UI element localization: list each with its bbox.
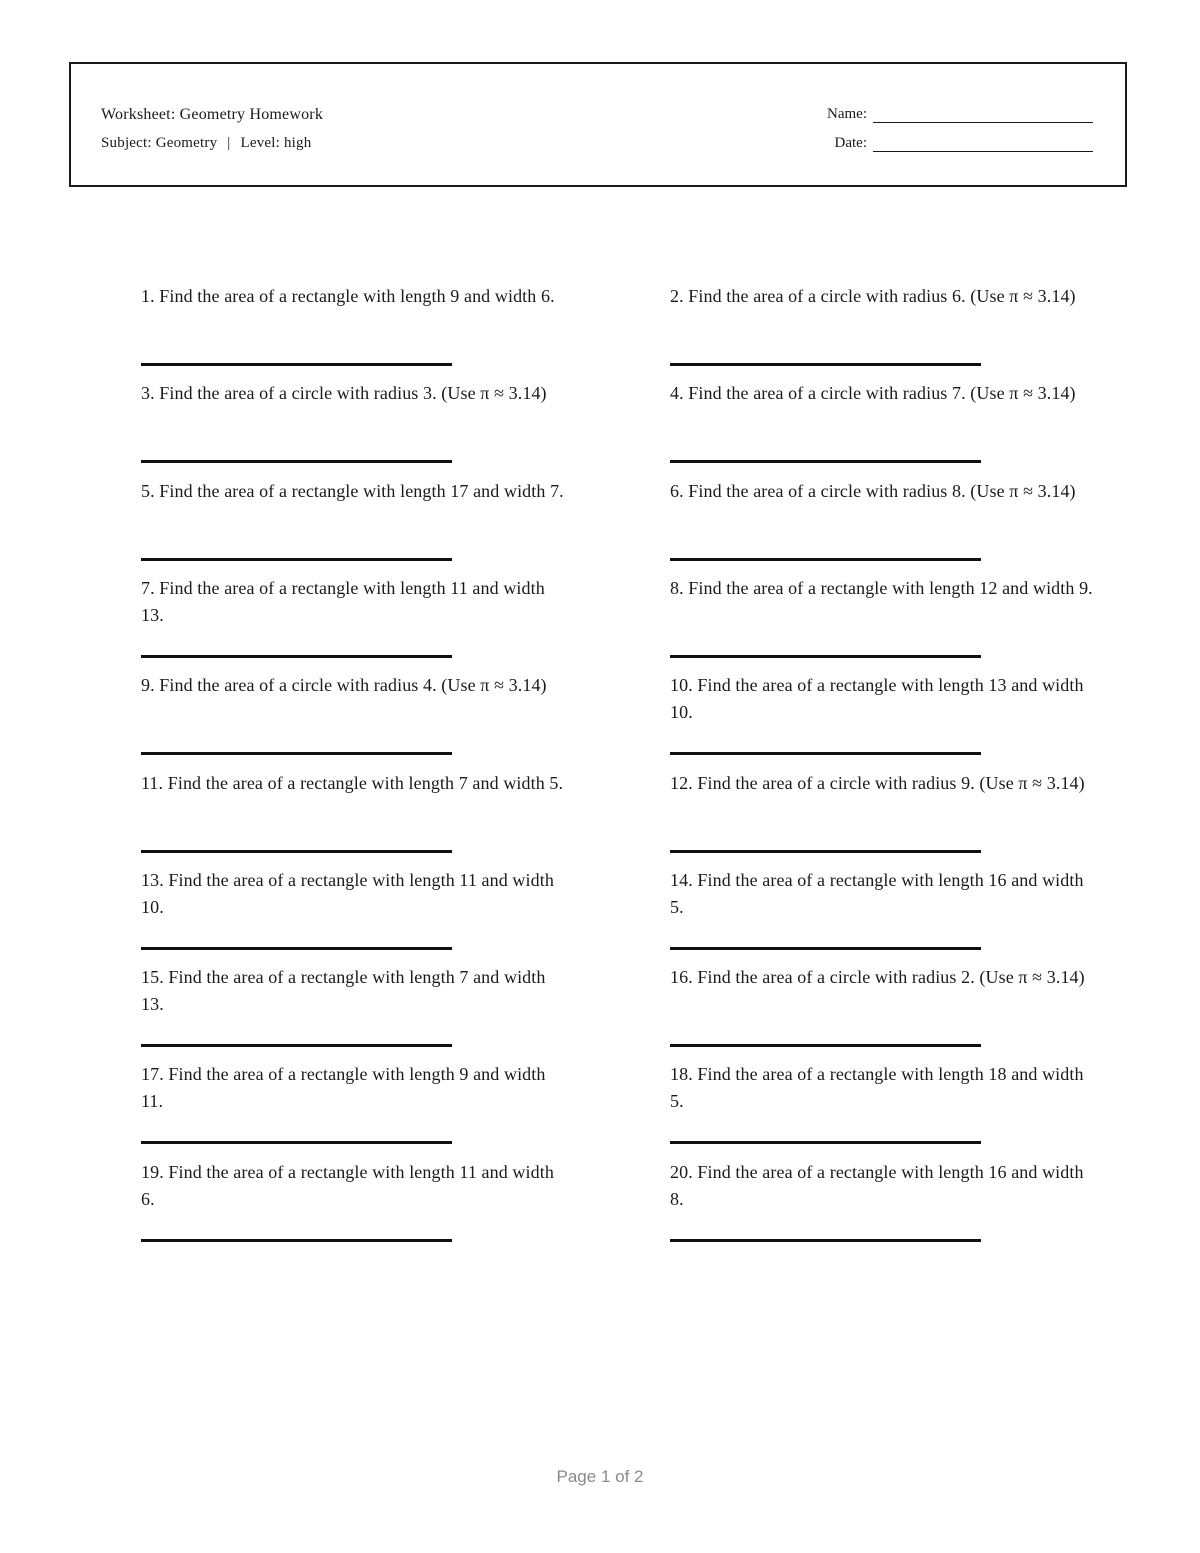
problem-item [670, 283, 1100, 373]
worksheet-meta [101, 135, 311, 152]
answer-line[interactable] [670, 1141, 981, 1144]
problem-item [670, 964, 1100, 1054]
problem-item [141, 1159, 571, 1249]
problem-text: 7. Find the area of a rectangle with length 11 and width 13. [141, 577, 545, 625]
answer-line[interactable] [670, 655, 981, 658]
page-footer: Page 1 of 2 [556, 1467, 644, 1486]
problem-item [141, 283, 571, 373]
level-label: Level: high [240, 135, 312, 151]
problem-text: 11. Find the area of a rectangle with length 7 and width 5. [141, 772, 564, 793]
problem-text: 8. Find the area of a rectangle with length 12 and width 9. [670, 577, 1093, 598]
answer-line[interactable] [670, 752, 981, 755]
problem-item [670, 770, 1100, 860]
problem-item [141, 380, 571, 470]
name-label: Name: [827, 106, 867, 122]
problem-text: 18. Find the area of a rectangle with length 18 and width 5. [670, 1064, 1084, 1112]
problem-text: 9. Find the area of a circle with radius 4. (Use π ≈ 3.14) [141, 675, 547, 696]
answer-line[interactable] [670, 850, 981, 853]
problem-text: 19. Find the area of a rectangle with length 11 and width 6. [141, 1161, 554, 1209]
problem-item [141, 478, 571, 568]
problem-text: 1. Find the area of a rectangle with length 9 and width 6. [141, 286, 555, 306]
answer-line[interactable] [670, 558, 981, 561]
date-field [835, 135, 1093, 152]
meta-separator: | [227, 135, 231, 151]
problem-text: 14. Find the area of a rectangle with length 16 and width 5. [670, 869, 1084, 917]
problem-text: 5. Find the area of a rectangle with length 17 and width 7. [141, 480, 564, 501]
problem-item [141, 964, 571, 1054]
date-blank-line[interactable] [873, 137, 1093, 152]
problem-text: 3. Find the area of a circle with radius 3. (Use π ≈ 3.14) [141, 383, 547, 404]
problem-text: 13. Find the area of a rectangle with length 11 and width 10. [141, 869, 554, 917]
problem-item [670, 1061, 1100, 1151]
answer-line[interactable] [141, 1239, 452, 1242]
problem-text: 6. Find the area of a circle with radius 8. (Use π ≈ 3.14) [670, 480, 1076, 501]
problem-item [141, 867, 571, 957]
problem-item [670, 478, 1100, 568]
problem-text: 2. Find the area of a circle with radius 6. (Use π ≈ 3.14) [670, 286, 1076, 306]
answer-line[interactable] [141, 363, 452, 366]
date-label: Date: [834, 135, 867, 151]
answer-line[interactable] [670, 1044, 981, 1047]
problem-item [141, 575, 571, 665]
answer-line[interactable] [141, 558, 452, 561]
problem-text: 12. Find the area of a circle with radius 9. (Use π ≈ 3.14) [670, 772, 1085, 793]
problem-text: 20. Find the area of a rectangle with length 16 and width 8. [670, 1161, 1084, 1209]
problem-text: 17. Find the area of a rectangle with length 9 and width 11. [141, 1064, 546, 1112]
problem-item [670, 575, 1100, 665]
answer-line[interactable] [141, 752, 452, 755]
worksheet-header [69, 62, 1127, 187]
problem-item [141, 1061, 571, 1151]
answer-line[interactable] [141, 655, 452, 658]
answer-line[interactable] [670, 947, 981, 950]
problem-item [670, 672, 1100, 762]
subject-label: Subject: Geometry [101, 135, 218, 151]
answer-line[interactable] [670, 1239, 981, 1242]
problem-text: 16. Find the area of a circle with radius 2. (Use π ≈ 3.14) [670, 967, 1085, 988]
problem-text: 4. Find the area of a circle with radius 7. (Use π ≈ 3.14) [670, 383, 1076, 404]
answer-line[interactable] [670, 363, 981, 366]
answer-line[interactable] [141, 850, 452, 853]
answer-line[interactable] [670, 460, 981, 463]
answer-line[interactable] [141, 947, 452, 950]
problem-item [670, 1159, 1100, 1249]
problem-text: 10. Find the area of a rectangle with length 13 and width 10. [670, 675, 1084, 723]
answer-line[interactable] [141, 460, 452, 463]
problem-item [670, 380, 1100, 470]
name-blank-line[interactable] [873, 108, 1093, 123]
worksheet-title: Worksheet: Geometry Homework [101, 106, 324, 123]
name-field [827, 106, 1093, 123]
problem-text: 15. Find the area of a rectangle with length 7 and width 13. [141, 967, 546, 1015]
problem-item [670, 867, 1100, 957]
problem-item [141, 770, 571, 860]
problem-item [141, 672, 571, 762]
answer-line[interactable] [141, 1141, 452, 1144]
answer-line[interactable] [141, 1044, 452, 1047]
